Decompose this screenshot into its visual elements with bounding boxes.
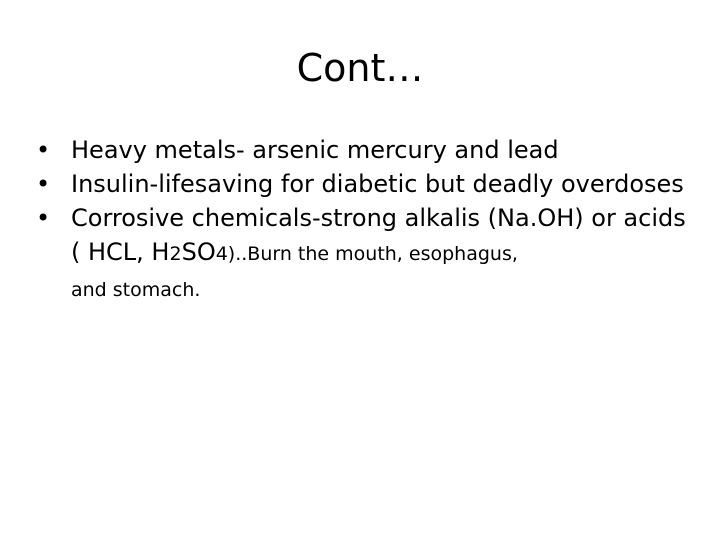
bullet-dot: • (36, 204, 51, 232)
bullet-text: Heavy metals- arsenic mercury and lead (71, 136, 559, 164)
bullet-text-part4: and stomach. (71, 279, 201, 301)
formula-digit-4: 4 (215, 243, 228, 265)
formula-digit-2: 2 (169, 243, 182, 265)
bullet-text-part3: )..Burn the mouth, esophagus, (227, 243, 518, 265)
slide-title: Cont… (296, 46, 424, 90)
bullet-list (36, 133, 686, 305)
bullet-item-heavy-metals (36, 133, 686, 167)
bullet-text: Insulin-lifesaving for diabetic but deadly overdoses (71, 170, 684, 198)
bullet-dot: • (36, 170, 51, 198)
bullet-text-part1: Corrosive chemicals-strong alkalis (Na.OH) or acids ( HCL, H (71, 204, 686, 266)
formula-so: SO (181, 238, 216, 266)
bullet-item-insulin (36, 167, 686, 201)
bullet-dot: • (36, 136, 51, 164)
bullet-item-corrosive-chemicals (36, 201, 686, 305)
